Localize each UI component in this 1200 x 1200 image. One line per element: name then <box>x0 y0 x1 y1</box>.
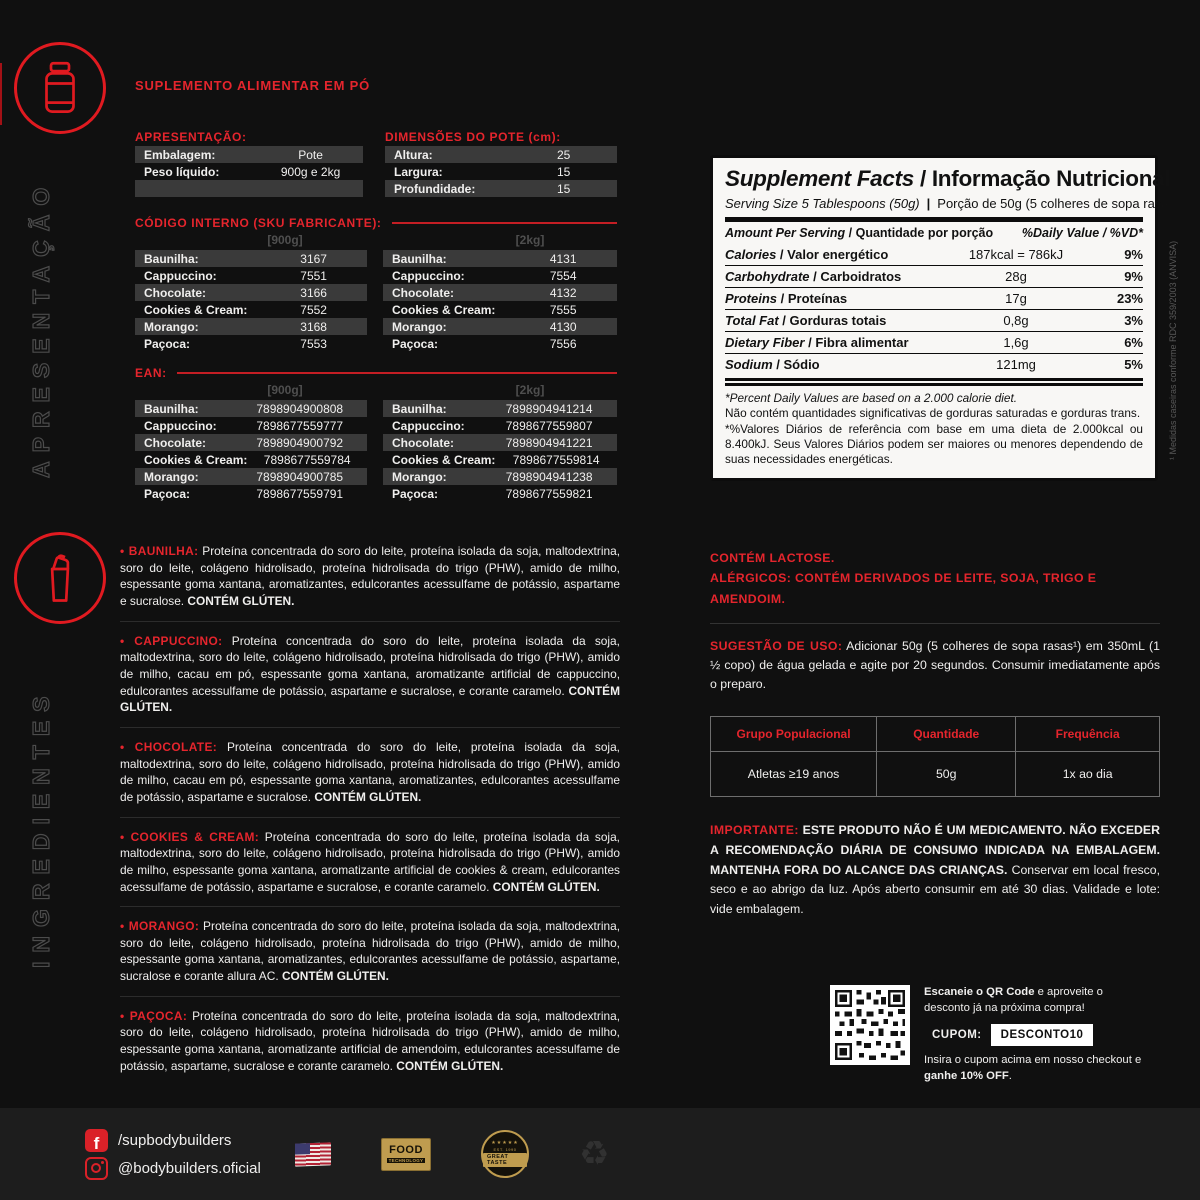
table-row: Altura: 25 <box>385 146 617 163</box>
footer <box>0 1108 1200 1200</box>
qr-line1: Escaneie o QR Code e aproveite o desconto já na próxima compra! <box>924 986 1103 1014</box>
table-row: Paçoca: 7553 <box>144 336 327 351</box>
sku-table-900g <box>135 250 367 352</box>
facts-row-carbohydrate: Carbohydrate / Carboidratos 28g 9% <box>725 265 1143 287</box>
usage-suggestion: SUGESTÃO DE USO: Adicionar 50g (5 colheres de sopa rasas¹) em 350mL (1 ½ copo) de água gelada e agite por 20 segundos. Consumir imediatamente após o preparo. <box>710 638 1160 691</box>
table-row <box>135 180 363 197</box>
facts-row-dietary-fiber: Dietary Fiber / Fibra alimentar 1,6g 6% <box>725 331 1143 353</box>
ean-table-900g <box>135 400 367 502</box>
ingredients-section <box>120 543 620 1074</box>
food-technology-badge: FOOD TECHNOLOGY <box>381 1138 431 1171</box>
recycle-icon: ♻ <box>579 1134 610 1174</box>
table-row: Chocolate: 4132 <box>383 284 617 301</box>
great-taste-badge: ★★★★★ EST. 1990 GREAT TASTE <box>481 1130 529 1178</box>
qr-promo-block <box>830 985 1142 1084</box>
usage-table-header: Grupo Populacional Quantidade Frequência <box>711 716 1160 751</box>
table-row: Paçoca: 7898677559791 <box>144 486 344 501</box>
jar-icon <box>14 42 106 134</box>
ingredient-chocolate: • CHOCOLATE: Proteína concentrada do soro do leite, proteína isolada da soja, maltodextrina, soro do leite, colágeno hidrolisado, proteína hidrolisada do trigo (PHW), amido de milho, cacau em pó, espessante goma xantana, aromatizantes, edulcorantes acessulfame de potássio, aspartame e sucralose. CONTÉM GLÚTEN. <box>120 739 620 804</box>
allergen-warning: CONTÉM LACTOSE. ALÉRGICOS: CONTÉM DERIVADOS DE LEITE, SOJA, TRIGO E AMENDOIM. <box>710 551 1097 606</box>
table-row: Chocolate: 7898904941221 <box>383 434 617 451</box>
shaker-icon <box>14 532 106 624</box>
table-row: Baunilha: 4131 <box>383 250 617 267</box>
table-row: Morango: 7898904900785 <box>135 468 367 485</box>
qr-line3: Insira o cupom acima em nosso checkout e ganhe 10% OFF. <box>924 1053 1142 1082</box>
facebook-link[interactable]: f /supbodybuilders <box>85 1126 261 1154</box>
dimensoes-table <box>385 146 617 197</box>
ingredient-baunilha: • BAUNILHA: Proteína concentrada do soro do leite, proteína isolada da soja, maltodextrina, soro do leite, colágeno hidrolisado, proteína hidrolisada do trigo (PHW), amido de milho, espessante goma xantana, aromatizantes, edulcorantes acessulfame de potássio, aspartame e sucralose. CONTÉM GLÚTEN. <box>120 544 620 608</box>
instagram-icon <box>85 1157 108 1180</box>
facts-serving-size: Serving Size 5 Tablespoons (50g) | Porção de 50g (5 colheres de sopa rasas¹) <box>725 196 1184 211</box>
table-row: Morango: 3168 <box>135 318 367 335</box>
sku-heading: CÓDIGO INTERNO (SKU FABRICANTE): <box>135 216 617 230</box>
coupon-code: DESCONTO10 <box>991 1024 1094 1046</box>
weight-label-2kg: [2kg] <box>515 383 545 397</box>
table-row: Profundidade: 15 <box>385 180 617 197</box>
weight-label-900g: [900g] <box>267 233 303 247</box>
ean-heading: EAN: <box>135 366 617 380</box>
page-title: SUPLEMENTO ALIMENTAR EM PÓ <box>135 78 371 93</box>
qr-code <box>830 985 910 1065</box>
usage-section <box>710 548 1160 920</box>
ingredient-morango: • MORANGO: Proteína concentrada do soro do leite, proteína isolada da soja, maltodextrina, soro do leite, colágeno hidrolisado, proteína hidrolisada do trigo (PHW), amido de milho, espessante goma xantana, aromatizantes, edulcorantes acessulfame de potássio, aspartame, sucralose e corante allura AC. CONTÉM GLÚTEN. <box>120 919 620 984</box>
usage-table-row: Atletas ≥19 anos 50g 1x ao dia <box>711 752 1160 797</box>
table-row: Cookies & Cream: 7555 <box>392 302 577 317</box>
weight-label-2kg: [2kg] <box>515 233 545 247</box>
facts-title: Supplement Facts / Informação Nutricional <box>725 166 1171 191</box>
ingredient-cappuccino: • CAPPUCCINO: Proteína concentrada do soro do leite, proteína isolada da soja, maltodextrina, soro do leite, colágeno hidrolisado, proteína hidrolisada do trigo (PHW), amido de milho, cacau em pó, espessante goma xantana, aromatizante artificial de cappuccino, edulcorantes acessulfame de potássio, aspartame e sucralose, e corante caramelo. CONTÉM GLÚTEN. <box>120 633 620 715</box>
table-row: Morango: 4130 <box>383 318 617 335</box>
facts-row-sodium: Sodium / Sódio 121mg 5% <box>725 353 1143 375</box>
facts-side-note: ¹ Medidas caseiras conforme RDC 359/2003 (ANVISA) <box>1168 240 1178 460</box>
table-row: Paçoca: 7556 <box>392 336 577 351</box>
sidebar-label-apresentacao: APRESENTAÇÃO <box>28 178 54 478</box>
important-notice: IMPORTANTE: ESTE PRODUTO NÃO É UM MEDICAMENTO. NÃO EXCEDER A RECOMENDAÇÃO DIÁRIA DE CONSUMO INDICADA NA EMBALAGEM. MANTENHA FORA DO ALCANCE DAS CRIANÇAS. Conservar em local fresco, seco e ao abrigo da luz. Após aberto consumir em até 30 dias. Validade e lote: vide embalagem. <box>710 823 1161 916</box>
table-row: Cappuccino: 7554 <box>392 268 577 283</box>
table-row: Baunilha: 3167 <box>135 250 367 267</box>
table-row: Largura: 15 <box>394 164 571 179</box>
table-row: Embalagem: Pote <box>135 146 363 163</box>
table-row: Cappuccino: 7898677559807 <box>392 418 593 433</box>
table-row: Cappuccino: 7898677559777 <box>144 418 344 433</box>
table-row: Baunilha: 7898904900808 <box>135 400 367 417</box>
table-row: Chocolate: 7898904900792 <box>135 434 367 451</box>
certification-badges <box>295 1130 609 1178</box>
dimensoes-heading: DIMENSÕES DO POTE (cm): <box>385 130 561 144</box>
table-row: Chocolate: 3166 <box>135 284 367 301</box>
table-row: Cappuccino: 7551 <box>144 268 327 283</box>
table-row: Peso líquido: 900g e 2kg <box>144 164 341 179</box>
facts-row-total-fat: Total Fat / Gorduras totais 0,8g 3% <box>725 309 1143 331</box>
usa-flag-icon <box>295 1142 331 1166</box>
facts-header-row: Amount Per Serving / Quantidade por porção %Daily Value / %VD* <box>725 226 1143 240</box>
apresentacao-heading: APRESENTAÇÃO: <box>135 130 247 144</box>
usage-table <box>710 716 1160 797</box>
sku-table-2kg <box>383 250 617 352</box>
facts-row-proteins: Proteins / Proteínas 17g 23% <box>725 287 1143 309</box>
facebook-icon: f <box>85 1129 108 1152</box>
apresentacao-table <box>135 146 363 197</box>
coupon-row: CUPOM: DESCONTO10 <box>932 1024 1142 1046</box>
instagram-link[interactable]: @bodybuilders.oficial <box>85 1154 261 1182</box>
facts-footnotes: *Percent Daily Values are based on a 2.000 calorie diet. Não contém quantidades significativas de gorduras saturadas e gorduras trans. *%Valores Diários de referência com base em uma dieta de 2.000kcal ou 8.400kJ. Seus Valores Diários podem ser maiores ou menores dependendo de suas necessidades energéticas. <box>725 391 1143 467</box>
weight-label-900g: [900g] <box>267 383 303 397</box>
table-row: Cookies & Cream: 7898677559814 <box>392 452 600 467</box>
ingredient-cookies-cream: • COOKIES & CREAM: Proteína concentrada do soro do leite, proteína isolada da soja, maltodextrina, soro do leite, colágeno hidrolisado, proteína hidrolisada do trigo (PHW), amido de milho, espessante goma xantana, aromatizante artificial de cookies & cream, edulcorantes acessulfame de potássio, aspartame e sucralose, e corante caramelo. CONTÉM GLÚTEN. <box>120 829 620 894</box>
table-row: Cookies & Cream: 7898677559784 <box>144 452 351 467</box>
table-row: Morango: 7898904941238 <box>383 468 617 485</box>
sidebar-label-ingredientes: INGREDIENTES <box>28 687 54 968</box>
ingredient-pacoca: • PAÇOCA: Proteína concentrada do soro do leite, proteína isolada da soja, maltodextrina, soro do leite, colágeno hidrolisado, proteína hidrolisada do trigo (PHW), amido de milho, espessante goma xantana, aromatizante artificial de amendoim, edulcorantes acessulfame de potássio, aspartame, sucralose e corante caramelo. CONTÉM GLÚTEN. <box>120 1008 620 1073</box>
social-links <box>85 1126 261 1182</box>
qr-instructions <box>924 985 1142 1084</box>
ean-table-2kg <box>383 400 617 502</box>
facts-row-calories: Calories / Valor energético 187kcal = 786kJ 9% <box>725 247 1143 262</box>
left-edge-accent <box>0 63 2 125</box>
table-row: Paçoca: 7898677559821 <box>392 486 593 501</box>
table-row: Cookies & Cream: 7552 <box>144 302 327 317</box>
table-row: Baunilha: 7898904941214 <box>383 400 617 417</box>
